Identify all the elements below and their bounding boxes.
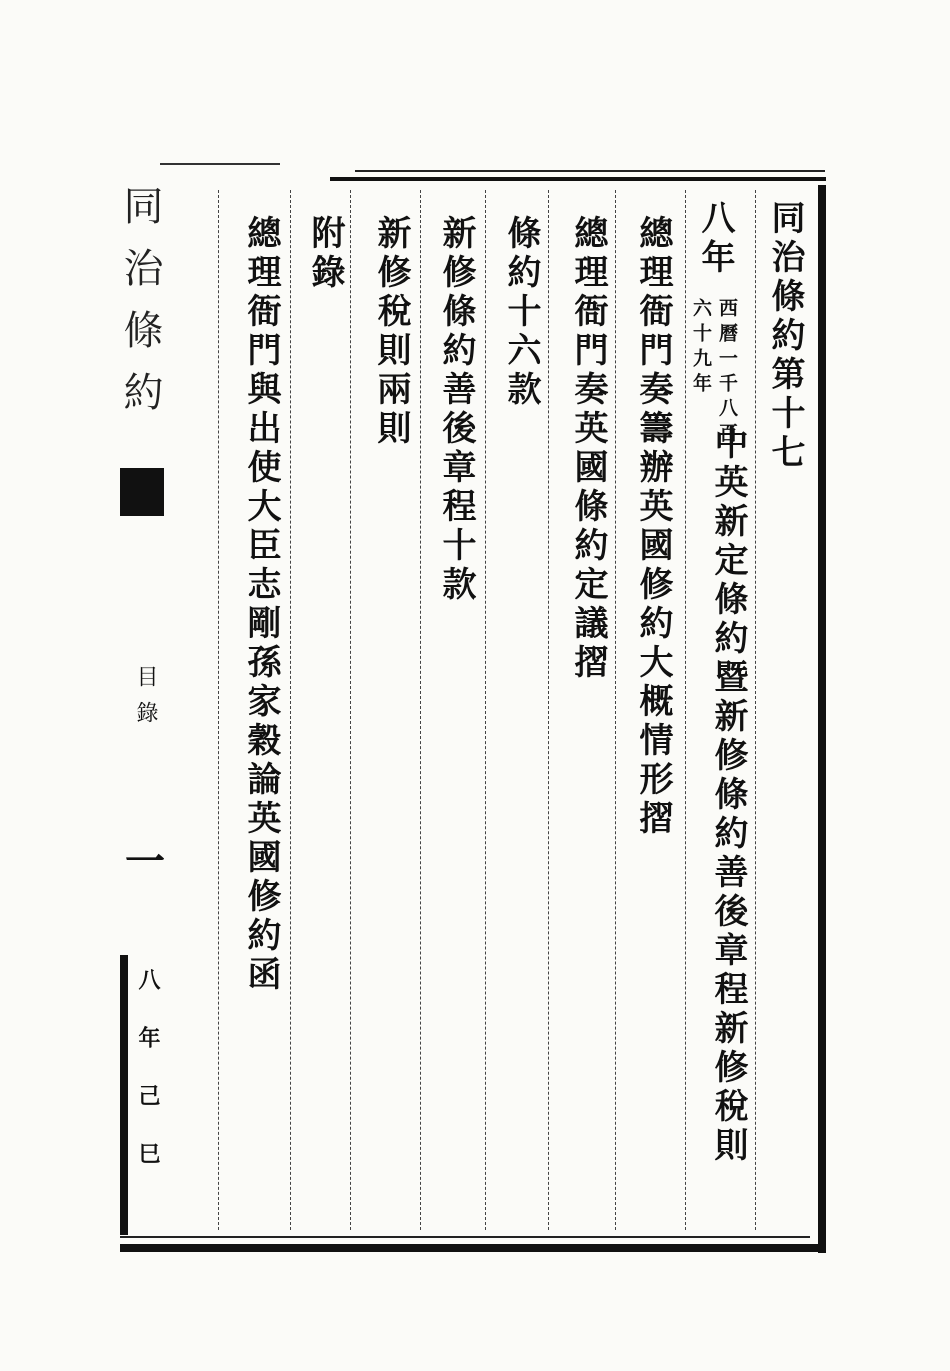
- column-rule: [290, 190, 292, 1230]
- fish-tail-mark: [120, 468, 164, 516]
- column-rule: [755, 190, 757, 1230]
- frame-right-rule: [818, 185, 826, 1253]
- frame-top-rule: [330, 177, 826, 181]
- year-label: 八年: [695, 200, 735, 278]
- toc-entry: 總理衙門與出使大臣志剛孫家穀論英國修約函: [241, 215, 281, 995]
- column-rule: [548, 190, 550, 1230]
- year-note-line2: 六十九年: [690, 298, 712, 398]
- toc-heading: 同治條約第十七: [765, 200, 805, 473]
- column-rule: [218, 190, 220, 1230]
- page-number: 一: [125, 838, 165, 885]
- toc-entry: 新修條約善後章程十款: [436, 215, 476, 605]
- year-note-line1: 西曆一千八百: [716, 298, 738, 448]
- column-rule: [420, 190, 422, 1230]
- toc-entry: 新修稅則兩則: [371, 215, 411, 449]
- toc-entry: 總理衙門奏英國條約定議摺: [568, 215, 608, 683]
- top-edge-mark: [160, 163, 280, 165]
- toc-appendix-heading: 附錄: [305, 215, 345, 293]
- frame-bottom-rule: [120, 1244, 826, 1252]
- column-rule: [685, 190, 687, 1230]
- column-rule: [615, 190, 617, 1230]
- toc-entry: 條約十六款: [501, 215, 541, 410]
- year-title: 中英新定條約暨新修條約善後章程新修稅則: [708, 425, 748, 1166]
- section-label: 目錄: [133, 665, 158, 737]
- column-rule: [350, 190, 352, 1230]
- column-rule: [485, 190, 487, 1230]
- frame-top-inner-rule: [355, 170, 825, 172]
- dateline-bar: [120, 955, 128, 1235]
- toc-entry: 總理衙門奏籌辦英國修約大概情形摺: [633, 215, 673, 839]
- frame-bottom-inner-rule: [120, 1236, 810, 1238]
- dateline: 八年己巳: [135, 968, 161, 1200]
- book-title: 同治條約: [117, 185, 163, 433]
